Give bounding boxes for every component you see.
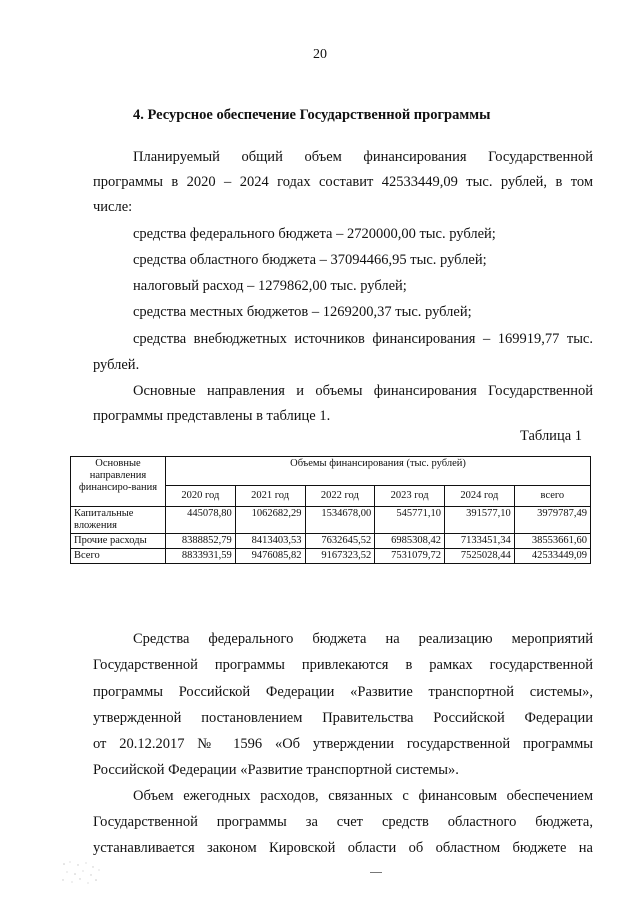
source-extrabudgetary: средства внебюджетных источников финансирования – 169919,77 тыс. — [133, 331, 593, 347]
intro-line-2: программы в 2020 – 2024 годах составит 42533449,09 тыс. рублей, в том — [93, 174, 593, 190]
source-extrabudgetary-tail: рублей. — [93, 357, 140, 373]
table-cell: 8833931,59 — [166, 549, 236, 564]
total-header: всего — [514, 486, 590, 507]
para2-line-6: Российской Федерации «Развитие транспортной системы». — [93, 762, 459, 778]
table-cell: 391577,10 — [445, 507, 515, 534]
intro-line-3: числе: — [93, 199, 133, 215]
para3-line-1: Объем ежегодных расходов, связанных с финансовым обеспечением — [133, 788, 593, 804]
table-cell: 38553661,60 — [514, 534, 590, 549]
table-cell: 1062682,29 — [235, 507, 305, 534]
table-cell: 7133451,34 — [445, 534, 515, 549]
table-cell: 8413403,53 — [235, 534, 305, 549]
year-header: 2020 год — [166, 486, 236, 507]
source-regional: средства областного бюджета – 37094466,95 тыс. рублей; — [133, 252, 487, 268]
table-row — [71, 534, 591, 549]
table-cell: 7525028,44 — [445, 549, 515, 564]
scan-artifact-line — [370, 872, 382, 873]
table-row — [71, 549, 591, 564]
page-number: 20 — [313, 47, 327, 62]
source-federal: средства федерального бюджета – 2720000,00 тыс. рублей; — [133, 226, 496, 242]
table-cell: 8388852,79 — [166, 534, 236, 549]
para2-line-4: утвержденной постановлением Правительства Российской Федерации — [93, 710, 593, 726]
table-cell: 545771,10 — [375, 507, 445, 534]
section-heading: 4. Ресурсное обеспечение Государственной программы — [133, 107, 491, 123]
para3-line-2: Государственной программы за счет средств областного бюджета, — [93, 814, 593, 830]
table-cell: 445078,80 — [166, 507, 236, 534]
table-intro-line-1: Основные направления и объемы финансирования Государственной — [133, 383, 593, 399]
table-cell: 9476085,82 — [235, 549, 305, 564]
group-header-cell: Объемы финансирования (тыс. рублей) — [166, 457, 591, 486]
row-label: Всего — [71, 549, 166, 564]
scan-artifact-mark — [58, 858, 106, 888]
table-row — [71, 507, 591, 534]
row-label: Капитальные вложения — [71, 507, 166, 534]
year-header: 2024 год — [445, 486, 515, 507]
table-intro-line-2: программы представлены в таблице 1. — [93, 408, 331, 424]
year-header: 2021 год — [235, 486, 305, 507]
table-cell: 6985308,42 — [375, 534, 445, 549]
source-tax: налоговый расход – 1279862,00 тыс. рублей; — [133, 278, 407, 294]
para2-line-3: программы Российской Федерации «Развитие транспортной системы», — [93, 684, 593, 700]
table-cell: 7531079,72 — [375, 549, 445, 564]
intro-line-1: Планируемый общий объем финансирования Государственной — [133, 149, 593, 165]
row-label: Прочие расходы — [71, 534, 166, 549]
table-header-row — [71, 457, 591, 486]
table-cell: 7632645,52 — [305, 534, 375, 549]
table-cell: 9167323,52 — [305, 549, 375, 564]
financing-table — [70, 456, 591, 564]
para3-line-3: устанавливается законом Кировской области об областном бюджете на — [93, 840, 593, 856]
year-header: 2023 год — [375, 486, 445, 507]
table-caption: Таблица 1 — [520, 428, 583, 444]
table-cell: 42533449,09 — [514, 549, 590, 564]
para2-line-5: от 20.12.2017 № 1596 «Об утверждении государственной программы — [93, 736, 593, 752]
para2-line-2: Государственной программы привлекаются в рамках государственной — [93, 657, 593, 673]
table-cell: 3979787,49 — [514, 507, 590, 534]
source-local: средства местных бюджетов – 1269200,37 тыс. рублей; — [133, 304, 472, 320]
year-header: 2022 год — [305, 486, 375, 507]
row-header-cell: Основные направления финансиро-вания — [71, 457, 166, 507]
table-cell: 1534678,00 — [305, 507, 375, 534]
para2-line-1: Средства федерального бюджета на реализацию мероприятий — [133, 631, 593, 647]
